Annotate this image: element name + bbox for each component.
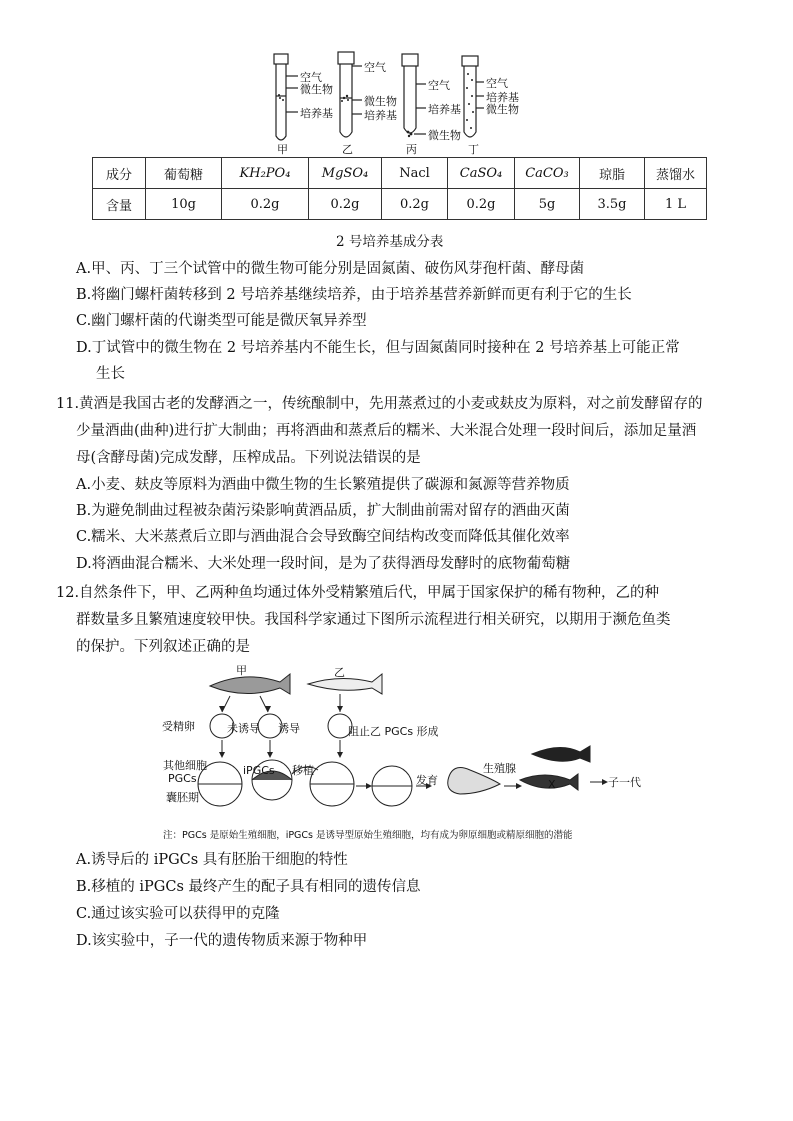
fig-fertilized-egg-label: 受精卵: [162, 720, 195, 733]
tube2-air-label: 空气: [364, 61, 386, 74]
fig-other-cells-label: 其他细胞: [163, 759, 207, 772]
tube4-medium-label: 培养基: [486, 91, 519, 104]
q10-option-b: B.将幽门螺杆菌转移到 2 号培养基继续培养，由于培养基营养新鲜而更有利于它的生长: [76, 287, 632, 303]
tube3-medium-label: 培养基: [428, 103, 461, 116]
table-row: [93, 189, 707, 220]
q11-option-c: C.糯米、大米蒸煮后立即与酒曲混合会导致酶空间结构改变而降低其催化效率: [76, 529, 570, 545]
q12-option-a: A.诱导后的 iPGCs 具有胚胎干细胞的特性: [76, 852, 348, 868]
tube1-microbe-label: 微生物: [300, 83, 333, 96]
q11-stem-line1: 11.黄酒是我国古老的发酵酒之一，传统酿制中，先用蒸煮过的小麦或麸皮为原料，对之前发酵留存的: [56, 396, 703, 412]
fig-jia-label: 甲: [236, 664, 247, 677]
table-cell: CaSO₄: [448, 158, 515, 189]
fig-induced-label: 诱导: [278, 722, 300, 735]
table-cell: 成分: [93, 158, 146, 189]
table-cell: Nacl: [382, 158, 448, 189]
table-cell: 0.2g: [222, 189, 309, 220]
fig-gonad-label: 生殖腺: [483, 762, 516, 775]
fig-ipgcs-label: iPGCs: [243, 764, 275, 777]
fish-experiment-figure: [160, 662, 640, 832]
q10-option-d-cont: 生长: [96, 366, 125, 382]
table-cell: 0.2g: [382, 189, 448, 220]
q11-stem-line3: 母(含酵母菌)完成发酵，压榨成品。下列说法错误的是: [76, 450, 421, 466]
table-cell: 含量: [93, 189, 146, 220]
table-cell: KH₂PO₄: [222, 158, 309, 189]
q12-stem-line2: 群数量多且繁殖速度较甲快。我国科学家通过下图所示流程进行相关研究，以期用于濒危鱼类: [76, 612, 671, 628]
tube1-medium-label: 培养基: [300, 107, 333, 120]
tube3-microbe-label: 微生物: [428, 129, 461, 142]
fig-f1-label: 子一代: [608, 776, 641, 789]
q12-option-b: B.移植的 iPGCs 最终产生的配子具有相同的遗传信息: [76, 879, 421, 895]
table-cell: MgSO₄: [309, 158, 382, 189]
table-cell: 琼脂: [580, 158, 645, 189]
fig-not-induced-label: 未诱导: [227, 722, 260, 735]
q12-stem-line3: 的保护。下列叙述正确的是: [76, 639, 250, 655]
tube4-name: 丁: [468, 143, 479, 156]
tube2-microbe-label: 微生物: [364, 95, 397, 108]
table-cell: 3.5g: [580, 189, 645, 220]
table-cell: CaCO₃: [515, 158, 580, 189]
q11-stem-line2: 少量酒曲(曲种)进行扩大制曲；再将酒曲和蒸煮后的糯米、大米混合处理一段时间后，添加足量酒: [76, 423, 697, 439]
table-cell: 10g: [146, 189, 222, 220]
tube3-name: 丙: [406, 143, 417, 156]
q10-option-a: A.甲、丙、丁三个试管中的微生物可能分别是固氮菌、破伤风芽孢杆菌、酵母菌: [76, 261, 585, 277]
table-cell: 葡萄糖: [146, 158, 222, 189]
table-cell: 0.2g: [448, 189, 515, 220]
fig-note: 注：PGCs 是原始生殖细胞，iPGCs 是诱导型原始生殖细胞，均有成为卵原细胞或精原细胞的潜能: [163, 830, 573, 841]
fig-transplant-label: 移植: [292, 764, 314, 777]
fig-develop-label: 发育: [416, 774, 438, 787]
tube1-air-label: 空气: [300, 71, 322, 84]
q10-option-c: C.幽门螺杆菌的代谢类型可能是微厌氧异养型: [76, 313, 367, 329]
table-row: [93, 158, 707, 189]
table-cell: 5g: [515, 189, 580, 220]
tube1-name: 甲: [277, 143, 288, 156]
q12-stem-line1: 12.自然条件下，甲、乙两种鱼均通过体外受精繁殖后代，甲属于国家保护的稀有物种，乙的种: [56, 585, 660, 601]
table-cell: 0.2g: [309, 189, 382, 220]
q10-option-d: D.丁试管中的微生物在 2 号培养基内不能生长，但与固氮菌同时接种在 2 号培养基上可能正常: [76, 340, 680, 356]
fig-blastula-label: 囊胚期: [166, 791, 199, 804]
table-cell: 1 L: [645, 189, 707, 220]
table-cell: 蒸馏水: [645, 158, 707, 189]
tube4-air-label: 空气: [486, 77, 508, 90]
q12-option-d: D.该实验中，子一代的遗传物质来源于物种甲: [76, 933, 368, 949]
tube4-microbe-label: 微生物: [486, 103, 519, 116]
q11-option-b: B.为避免制曲过程被杂菌污染影响黄酒品质，扩大制曲前需对留存的酒曲灭菌: [76, 503, 570, 519]
fig-yi-label: 乙: [334, 666, 345, 679]
tube3-air-label: 空气: [428, 79, 450, 92]
table-caption: 2 号培养基成分表: [336, 234, 444, 250]
fig-block-label: 阻止乙 PGCs 形成: [348, 725, 439, 738]
medium-composition-table: [92, 157, 707, 220]
tube2-name: 乙: [342, 143, 353, 156]
q12-option-c: C.通过该实验可以获得甲的克隆: [76, 906, 280, 922]
q11-option-d: D.将酒曲混合糯米、大米处理一段时间，是为了获得酒母发酵时的底物葡萄糖: [76, 556, 571, 572]
fig-cross-label: X: [548, 778, 556, 791]
fig-pgcs-label: PGCs: [168, 772, 197, 785]
tube2-medium-label: 培养基: [364, 109, 397, 122]
q11-option-a: A.小麦、麸皮等原料为酒曲中微生物的生长繁殖提供了碳源和氮源等营养物质: [76, 477, 570, 493]
